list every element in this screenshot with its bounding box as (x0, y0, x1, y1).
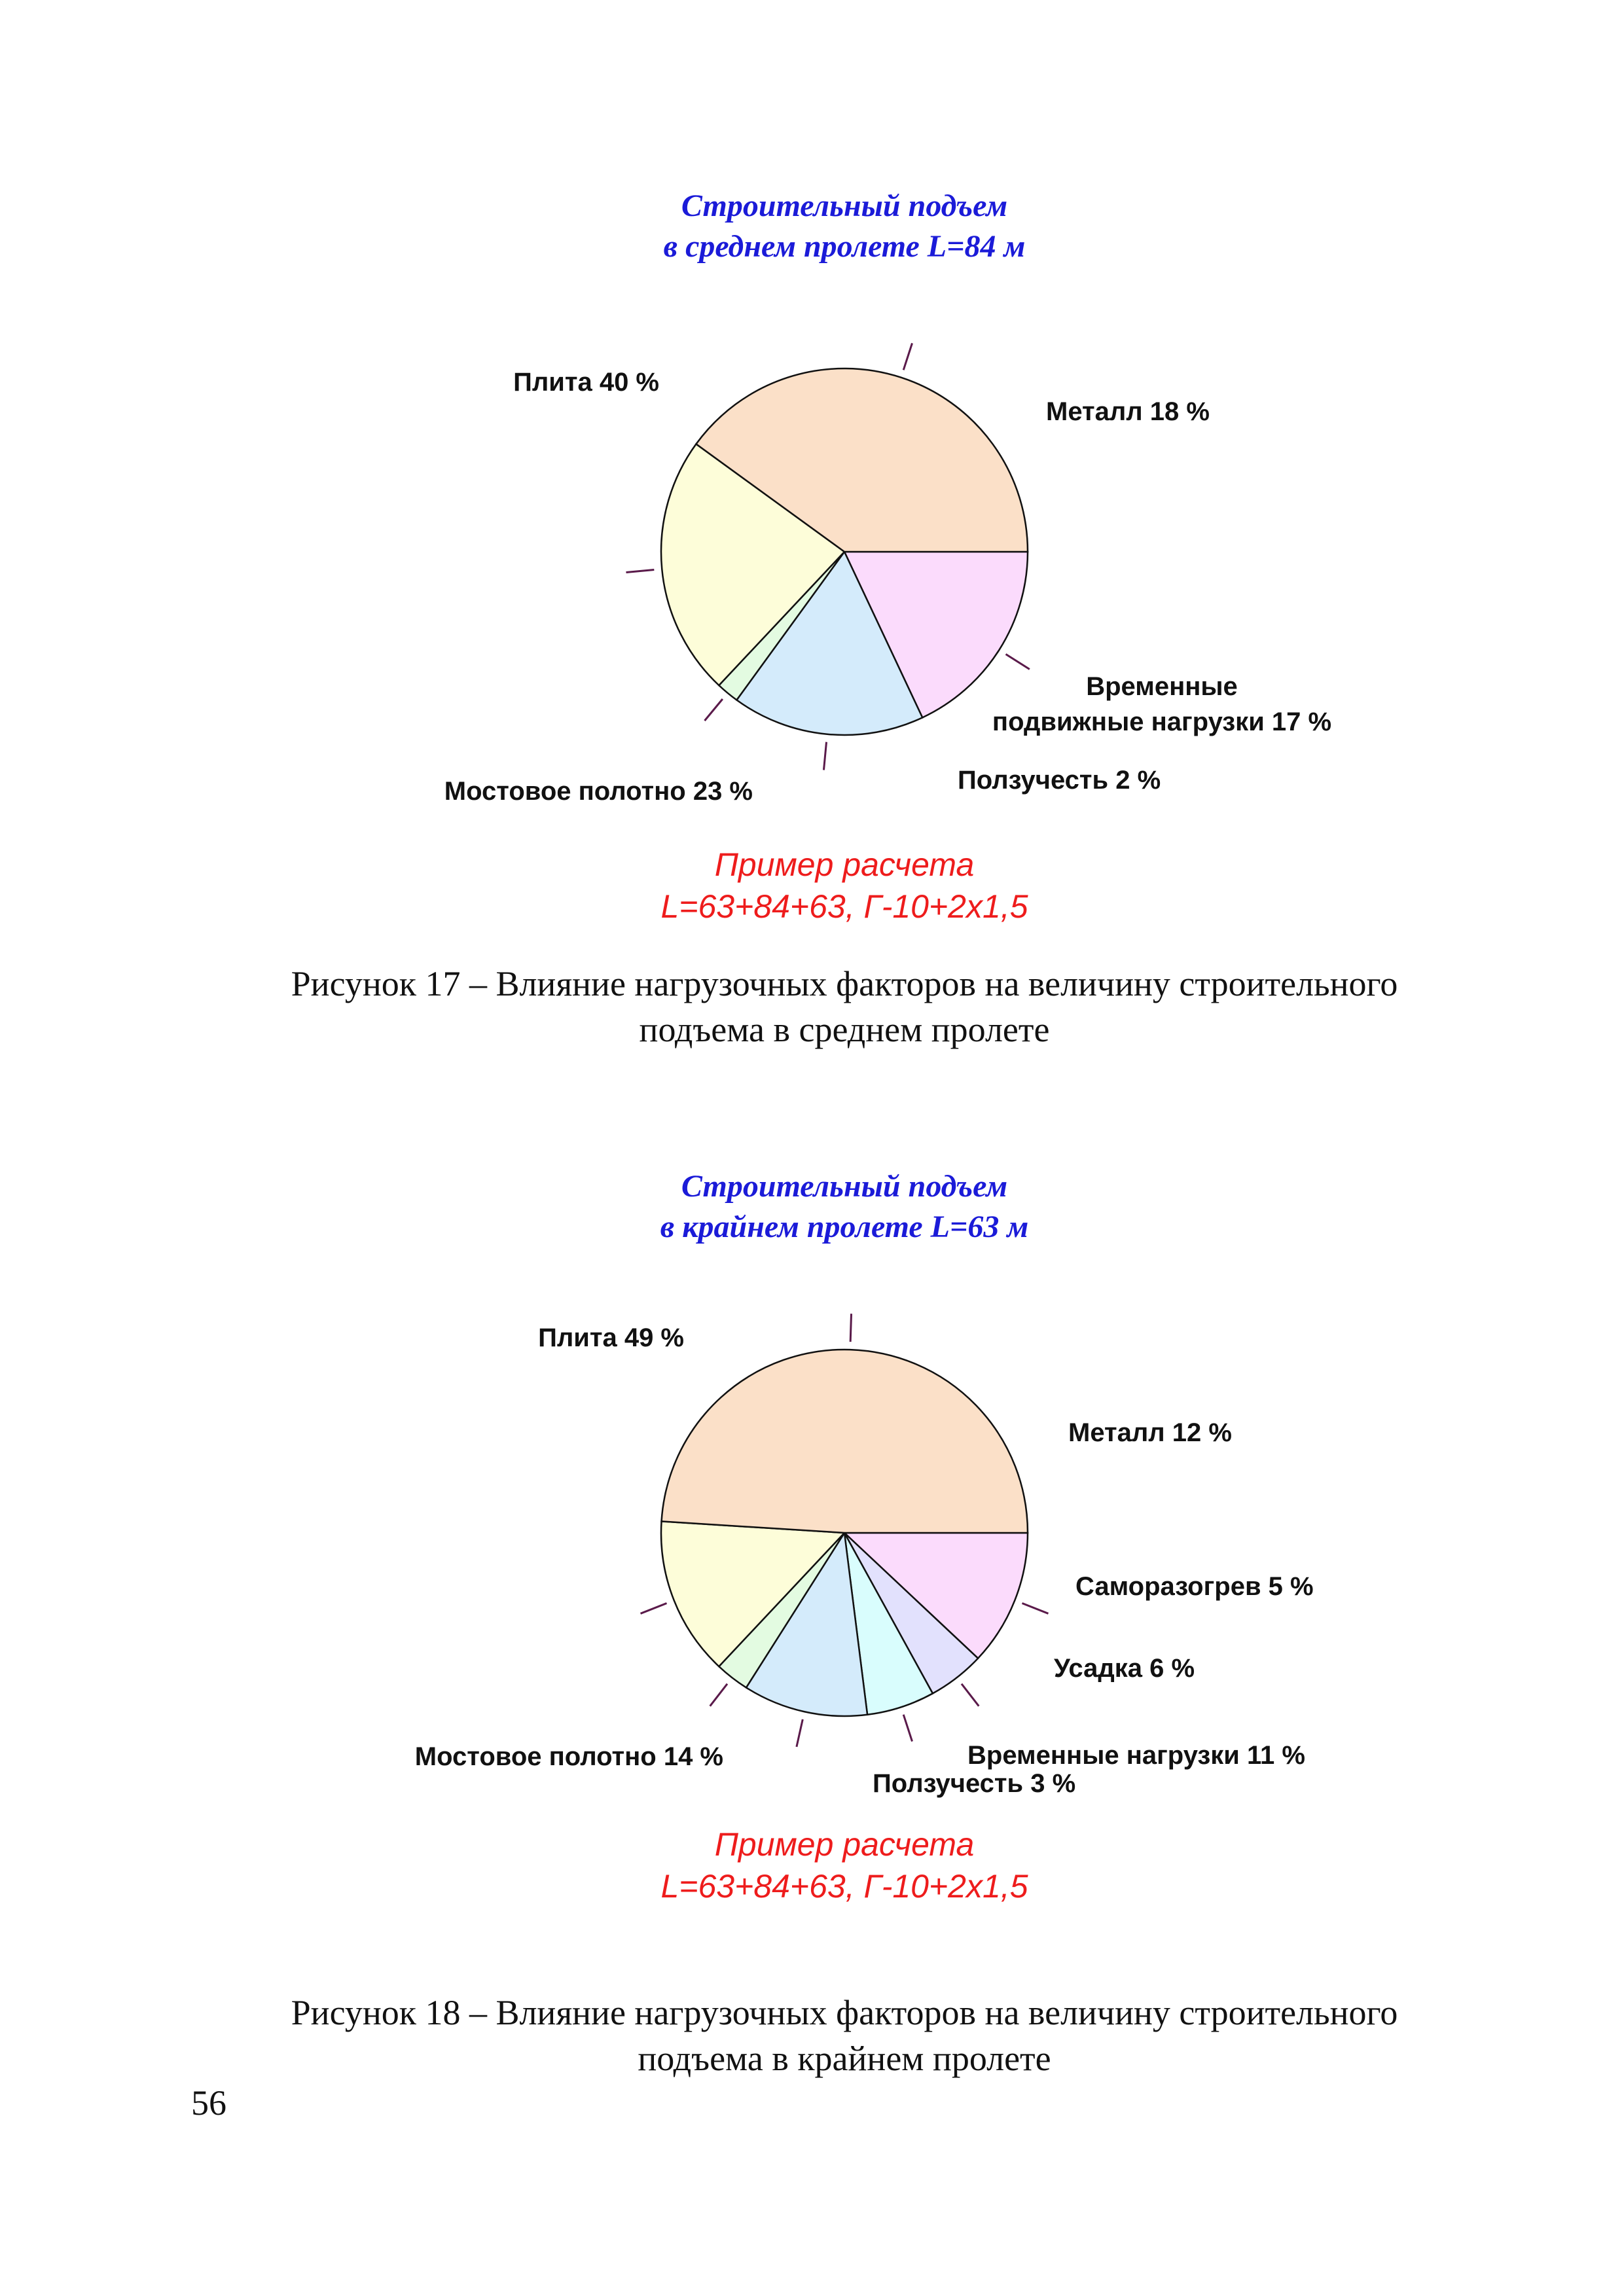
slice-leader-line (850, 1314, 851, 1342)
slice-label: Металл 18 % (1046, 397, 1210, 426)
slice-label: Мостовое полотно 23 % (444, 777, 753, 806)
slice-label: Ползучесть 2 % (958, 766, 1161, 795)
slice-label: Временные подвижные нагрузки 17 % (992, 672, 1332, 736)
slice-label: Временные нагрузки 11 % (967, 1741, 1305, 1770)
slice-label: Усадка 6 % (1054, 1654, 1195, 1683)
slice-label: Мостовое полотно 14 % (414, 1742, 723, 1771)
figure-18-caption-line2: подъема в крайнем пролете (638, 2039, 1051, 2078)
slice-leader-line (1022, 1603, 1048, 1613)
calculation-example: Пример расчета L=63+84+63, Г-10+2х1,5 (660, 846, 1028, 925)
slice-label: Плита 49 % (538, 1323, 684, 1352)
page-number: 56 (191, 2083, 226, 2123)
figure-18-caption (196, 1990, 1492, 2081)
slice-label: Ползучесть 3 % (873, 1769, 1076, 1798)
slice-label: Саморазогрев 5 % (1075, 1572, 1314, 1601)
chart-title: Строительный подъем в крайнем пролете L=63 м (660, 1169, 1029, 1244)
figure-18-caption-line1: Рисунок 18 – Влияние нагрузочных факторов на величину строительного (291, 1993, 1398, 2032)
slice-leader-line (903, 1715, 912, 1742)
calculation-example: Пример расчета L=63+84+63, Г-10+2х1,5 (660, 1826, 1028, 1905)
slice-leader-line (962, 1684, 979, 1706)
slice-leader-line (641, 1603, 667, 1613)
slice-label: Металл 12 % (1068, 1418, 1232, 1447)
figure-17-caption (196, 961, 1492, 1052)
chart-title: Строительный подъем в среднем пролете L=84 м (663, 188, 1026, 264)
pie-slice (662, 1350, 1028, 1533)
slice-leader-line (797, 1719, 803, 1747)
figure-17-caption-line1: Рисунок 17 – Влияние нагрузочных факторов на величину строительного (291, 964, 1398, 1003)
slice-label: Плита 40 % (513, 368, 659, 397)
figure-17-caption-line2: подъема в среднем пролете (639, 1010, 1050, 1049)
slice-leader-line (710, 1684, 727, 1706)
